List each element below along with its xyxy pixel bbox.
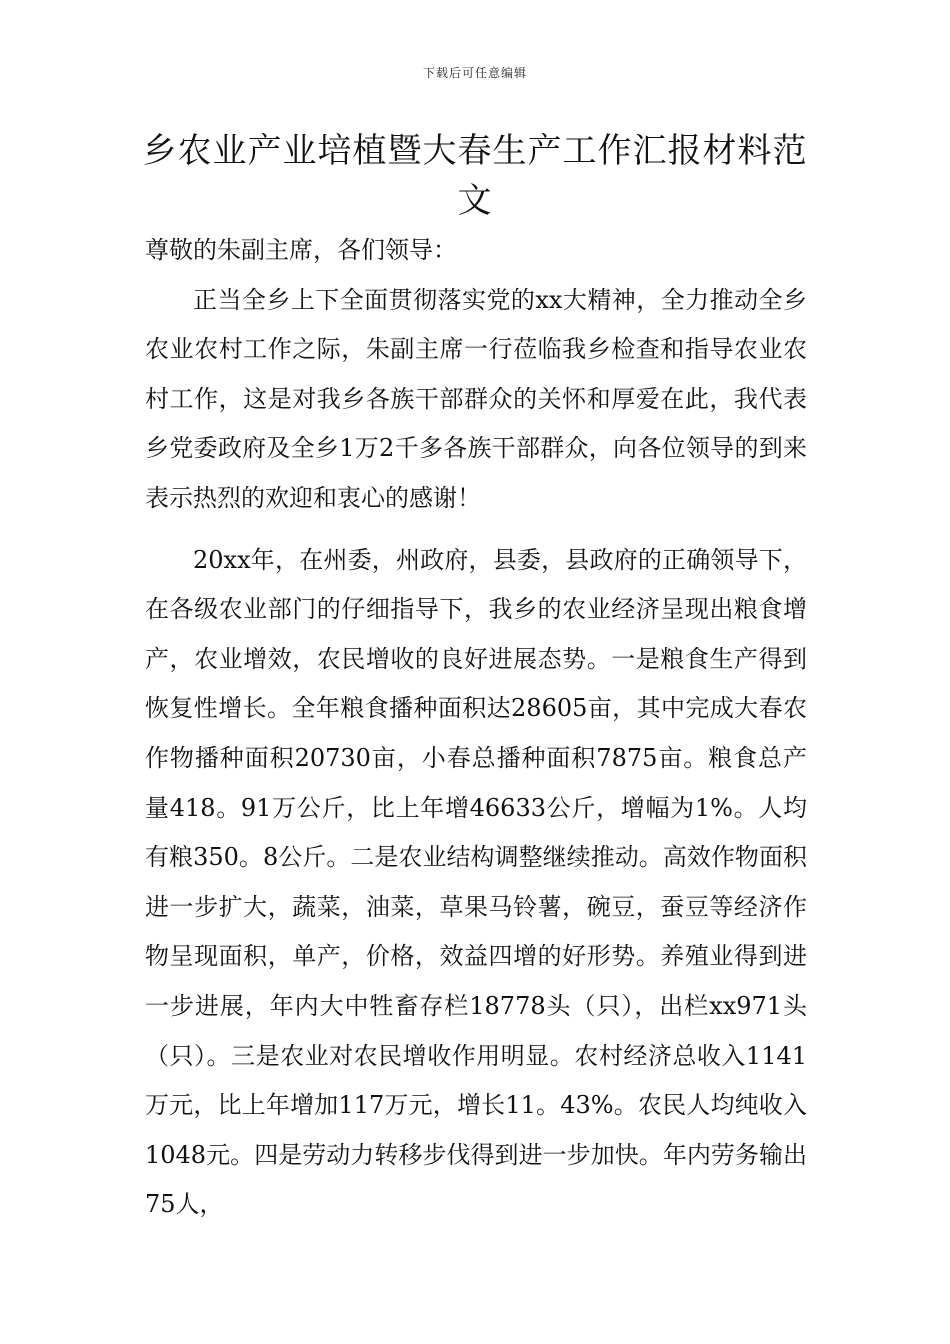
document-title: 乡农业产业培植暨大春生产工作汇报材料范文 bbox=[142, 131, 808, 221]
salutation: 尊敬的朱副主席，各们领导： bbox=[145, 236, 457, 264]
paragraph-2: 20xx年，在州委，州政府，县委，县政府的正确领导下，在各级农业部门的仔细指导下，我乡的农业经济呈现出粮食增产，农业增效，农民增收的良好进展态势。一是粮食生产得到恢复性增长。全年粮食播种面积达28605亩，其中完成大春农作物播种面积20730亩，小春总播种面积7875亩。粮食总产量418。91万公斤，比上年增46633公斤，增幅为1%。人均有粮350。8公斤。二是农业结构调整继续推动。高效作物面积进一步扩大，蔬菜，油菜，草果马铃薯，碗豆，蚕豆等经济作物呈现面积，单产，价格，效益四增的好形势。养殖业得到进一步进展，年内大中牲畜存栏18778头（只），出栏xx971头（只）。三是农业对农民增收作用明显。农村经济总收入1141万元，比上年增加117万元，增长11。43%。农民人均纯收入1048元。四是劳动力转移步伐得到进一步加快。年内劳务输出75人， bbox=[145, 545, 807, 1219]
paragraph-1: 正当全乡上下全面贯彻落实党的xx大精神，全力推动全乡农业农村工作之际，朱副主席一行莅临我乡检查和指导农业农村工作，这是对我乡各族干部群众的关怀和厚爱在此，我代表乡党委政府及全乡1万2千多各族干部群众，向各位领导的到来表示热烈的欢迎和衷心的感谢！ bbox=[145, 285, 807, 512]
document-body bbox=[145, 226, 807, 1242]
header-note: 下载后可任意编辑 bbox=[422, 66, 527, 80]
